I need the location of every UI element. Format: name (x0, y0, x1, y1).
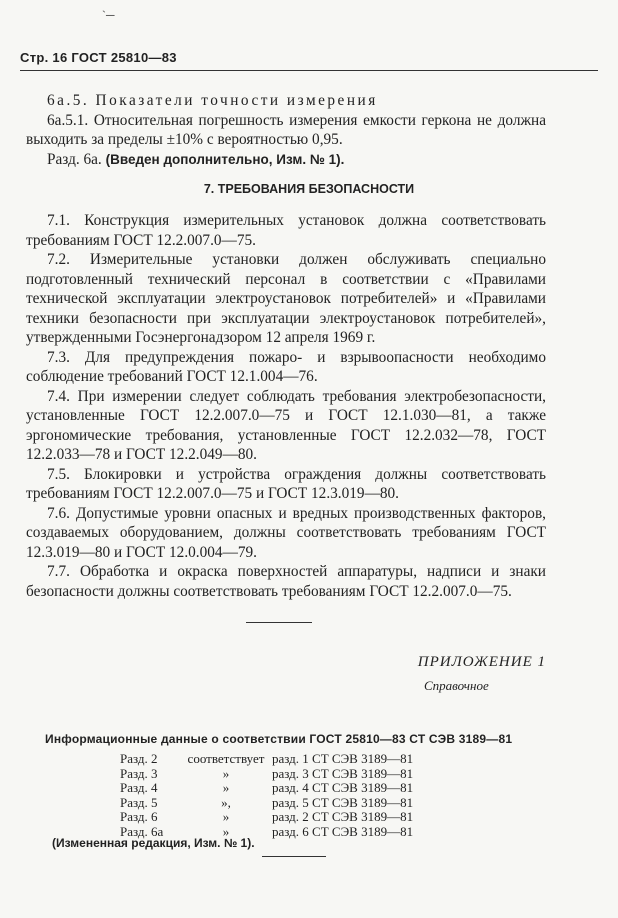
razd-6a-note (26, 150, 546, 170)
bottom-divider (262, 856, 326, 857)
row-left: Разд. 6а (120, 823, 164, 839)
section-6a5-heading: 6а.5. Показатели точности измерения (47, 92, 378, 109)
page-header: Стр. 16 ГОСТ 25810—83 (20, 50, 177, 65)
row-right: разд. 3 СТ СЭВ 3189—81 (272, 765, 414, 781)
row-left: Разд. 5 (120, 794, 158, 810)
table-row (120, 796, 413, 811)
table-row (120, 810, 413, 825)
row-left: Разд. 4 (120, 780, 158, 795)
item-7-2: 7.2. Измерительные установки должен обслуживать специально подготовленный технический персонал в соответствии с «Правилами технической эксплуатации электроустановок потребителей» и «Правилами техники безопасности при эксплуатации электроустановок потребителей», утвержденными Госэнергонадзором 12 апреля 1969 г. (26, 251, 546, 346)
revision-note: (Измененная редакция, Изм. № 1). (52, 836, 255, 850)
item-7-6: 7.6. Допустимые уровни опасных и вредных производственных факторов, создаваемых оборудованием, должны соответствовать требованиям ГОСТ 12.3.019—80 и ГОСТ 12.0.004—79. (26, 504, 546, 561)
item-7-7: 7.7. Обработка и окраска поверхностей аппаратуры, надписи и знаки безопасности должны соответствовать требованиям ГОСТ 12.2.007.0—75. (26, 563, 546, 600)
row-right: разд. 5 СТ СЭВ 3189—81 (272, 794, 414, 810)
table-row (120, 781, 413, 796)
item-7-1: 7.1. Конструкция измерительных установок должна соответствовать требованиям ГОСТ 12.2.007.0—75. (26, 212, 546, 249)
row-mid: » (222, 765, 230, 781)
table-row (120, 767, 413, 782)
row-mid: » (222, 809, 230, 824)
section-7-title: 7. ТРЕБОВАНИЯ БЕЗОПАСНОСТИ (203, 182, 415, 196)
info-title: Информационные данные о соответствии ГОСТ 25810—83 СТ СЭВ 3189—81 (45, 732, 513, 746)
row-left: Разд. 6 (120, 809, 158, 824)
row-mid: соответствует (187, 751, 265, 766)
razd-6a-prefix: Разд. 6а. (47, 150, 102, 168)
scan-mark: ˋ─ (102, 8, 115, 22)
item-7-5: 7.5. Блокировки и устройства ограждения должны соответствовать требованиям ГОСТ 12.2.007.0—75 и ГОСТ 12.3.019—80. (26, 465, 546, 502)
section-divider (246, 622, 312, 623)
row-mid: » (222, 823, 230, 839)
item-7-3: 7.3. Для предупреждения пожаро- и взрывоопасности необходимо соблюдение требований ГОСТ 12.1.004—76. (26, 348, 546, 385)
table-row (120, 752, 413, 767)
row-left: Разд. 2 (120, 751, 158, 766)
header-rule (20, 70, 598, 71)
razd-6a-bold: (Введен дополнительно, Изм. № 1). (105, 151, 345, 167)
correspondence-table (120, 752, 413, 839)
paragraph-6a51: 6а.5.1. Относительная погрешность измерения емкости геркона не должна выходить за пределы ±10% с вероятностью 0,95. (26, 111, 546, 148)
appendix-title: ПРИЛОЖЕНИЕ 1 (417, 654, 546, 670)
row-left: Разд. 3 (120, 765, 158, 781)
row-right: разд. 6 СТ СЭВ 3189—81 (272, 823, 414, 839)
row-right: разд. 4 СТ СЭВ 3189—81 (272, 780, 414, 795)
appendix-subtitle: Справочное (424, 678, 489, 693)
item-7-4: 7.4. При измерении следует соблюдать требования электробезопасности, установленные ГОСТ 12.2.007.0—75 и ГОСТ 12.1.030—81, а также эргономические требования, установленные ГОСТ 12.2.032—78, ГОСТ 12.2.033—78 и ГОСТ 12.2.049—80. (26, 387, 546, 463)
row-mid: », (221, 794, 231, 810)
row-right: разд. 2 СТ СЭВ 3189—81 (272, 809, 414, 824)
row-mid: » (222, 780, 230, 795)
section-7-body (26, 211, 546, 601)
section-6a5 (26, 91, 546, 169)
row-right: разд. 1 СТ СЭВ 3189—81 (272, 751, 414, 766)
